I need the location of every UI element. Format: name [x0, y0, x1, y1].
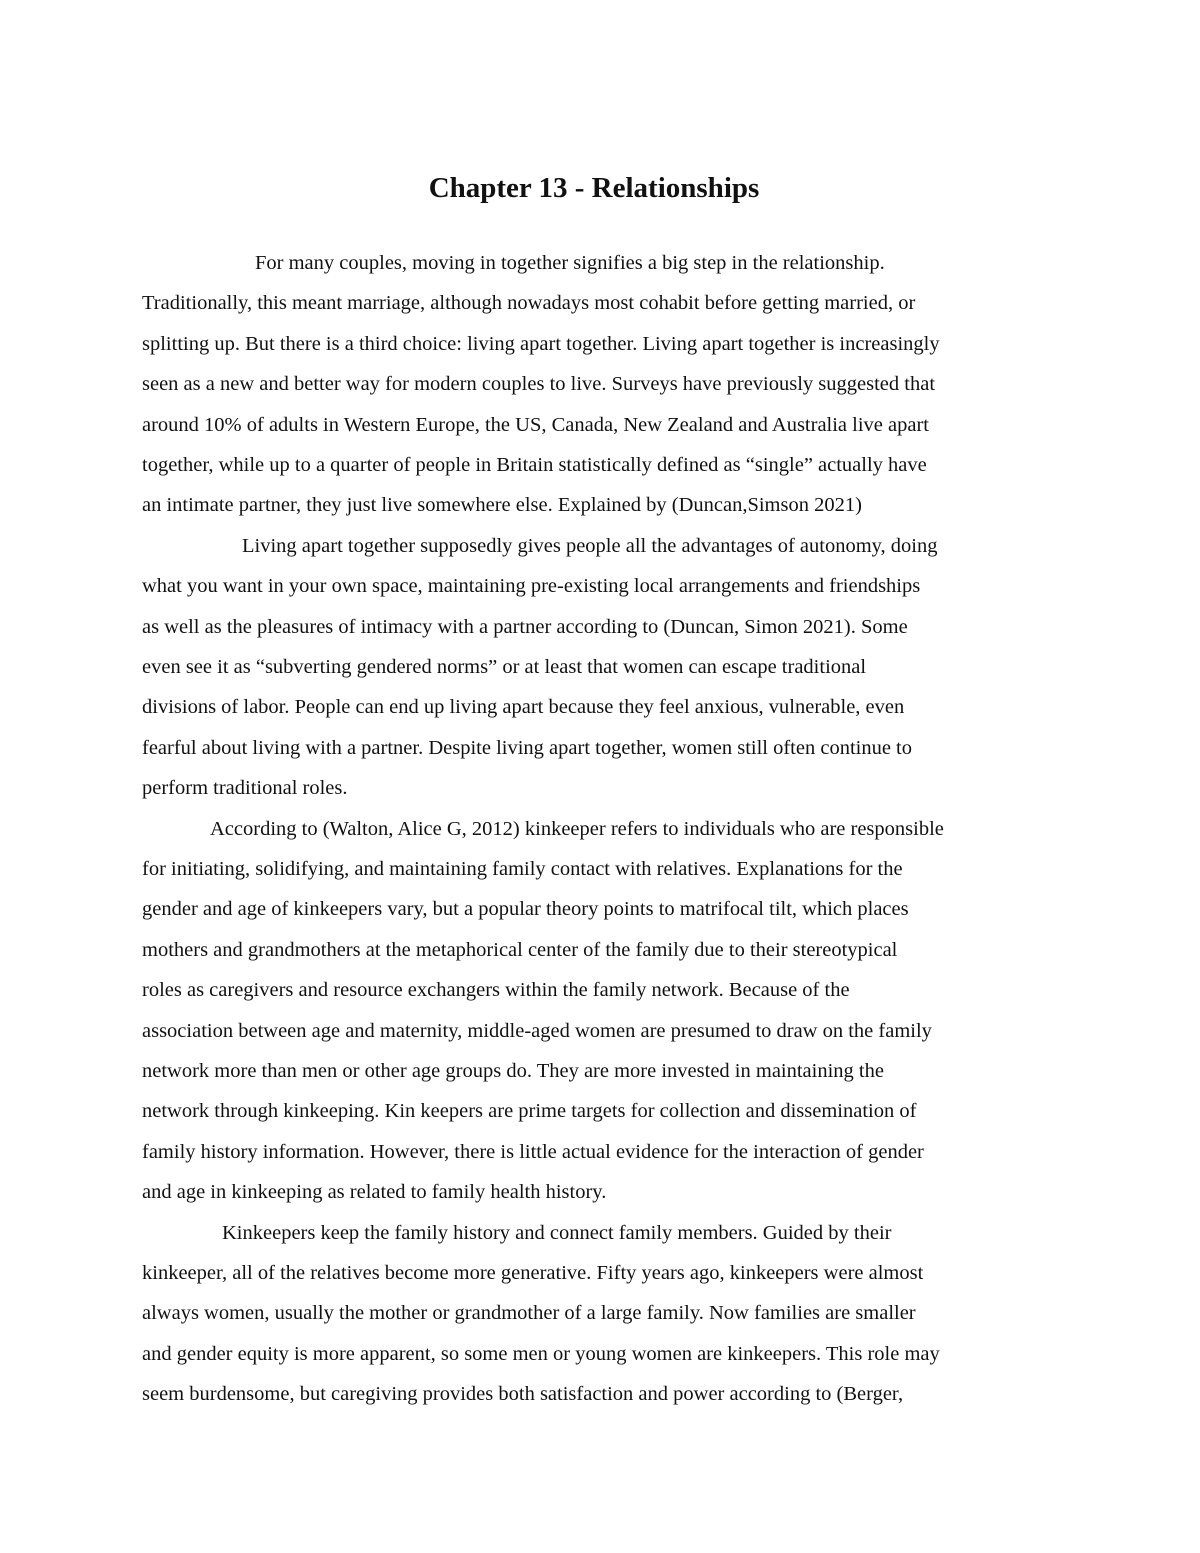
text-line: association between age and maternity, middle-aged women are presumed to draw on the family: [142, 1019, 932, 1042]
text-line: splitting up. But there is a third choice: living apart together. Living apart together is increasingly: [142, 332, 940, 355]
text-line: an intimate partner, they just live somewhere else. Explained by (Duncan,Simson 2021): [142, 494, 862, 517]
text-line: Kinkeepers keep the family history and connect family members. Guided by their: [222, 1221, 892, 1244]
text-line: as well as the pleasures of intimacy with a partner according to (Duncan, Simon 2021). Some: [142, 615, 908, 638]
text-line: gender and age of kinkeepers vary, but a popular theory points to matrifocal tilt, which places: [142, 898, 909, 921]
text-line: network more than men or other age groups do. They are more invested in maintaining the: [142, 1060, 884, 1082]
text-line: roles as caregivers and resource exchangers within the family network. Because of the: [142, 979, 850, 1002]
text-line: divisions of labor. People can end up living apart because they feel anxious, vulnerable, even: [142, 696, 905, 719]
text-line: seen as a new and better way for modern couples to live. Surveys have previously suggested that: [142, 373, 936, 396]
text-line: For many couples, moving in together signifies a big step in the relationship.: [255, 252, 885, 274]
text-line: even see it as “subverting gendered norms” or at least that women can escape traditional: [142, 656, 867, 678]
text-line: for initiating, solidifying, and maintaining family contact with relatives. Explanations for the: [142, 858, 903, 880]
text-line: perform traditional roles.: [142, 777, 348, 800]
text-line: seem burdensome, but caregiving provides both satisfaction and power according to (Berger,: [142, 1383, 904, 1406]
text-line: kinkeeper, all of the relatives become more generative. Fifty years ago, kinkeepers were almost: [142, 1262, 924, 1284]
text-line: fearful about living with a partner. Despite living apart together, women still often continue to: [142, 736, 913, 759]
text-line: together, while up to a quarter of people in Britain statistically defined as “single” actually have: [142, 454, 927, 476]
text-line: what you want in your own space, maintaining pre-existing local arrangements and friendships: [142, 575, 921, 598]
text-line: mothers and grandmothers at the metaphorical center of the family due to their stereotypical: [142, 938, 898, 961]
text-line: always women, usually the mother or grandmother of a large family. Now families are smaller: [142, 1302, 916, 1325]
text-line: Traditionally, this meant marriage, although nowadays most cohabit before getting married, or: [142, 292, 916, 315]
page-title: Chapter 13 - Relationships: [428, 172, 760, 204]
text-line: According to (Walton, Alice G, 2012) kinkeeper refers to individuals who are responsible: [210, 817, 944, 840]
text-line: family history information. However, there is little actual evidence for the interaction of gender: [142, 1140, 924, 1163]
text-line: network through kinkeeping. Kin keepers are prime targets for collection and dissemination of: [142, 1100, 917, 1123]
text-line: and age in kinkeeping as related to family health history.: [142, 1181, 607, 1204]
text-line: Living apart together supposedly gives people all the advantages of autonomy, doing: [242, 534, 938, 557]
text-line: and gender equity is more apparent, so some men or young women are kinkeepers. This role may: [142, 1342, 940, 1365]
text-line: around 10% of adults in Western Europe, the US, Canada, New Zealand and Australia live apart: [142, 413, 929, 436]
